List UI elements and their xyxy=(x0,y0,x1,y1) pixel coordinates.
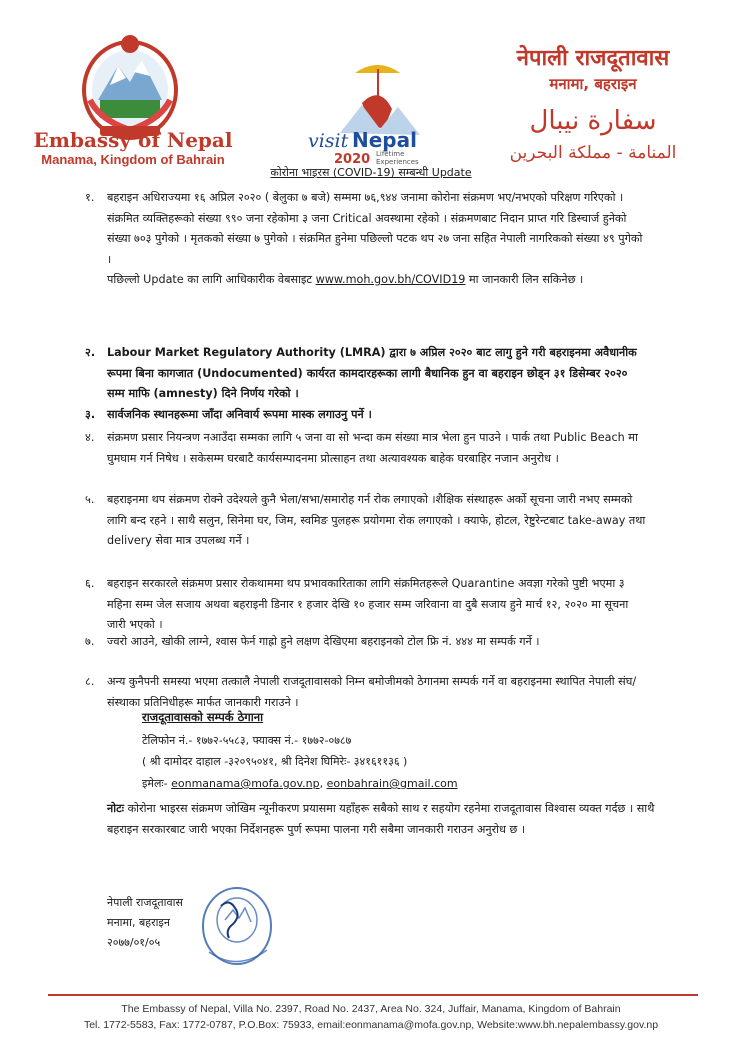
signature-line-1: नेपाली राजदूतावास xyxy=(107,896,183,909)
embassy-stamp xyxy=(195,880,280,978)
email-label: इमेलः- xyxy=(142,777,172,790)
item-number: ४. xyxy=(85,431,95,444)
signature-date: २०७७/०१/०५ xyxy=(107,936,161,949)
item-extra-post: मा जानकारी लिन सकिनेछ । xyxy=(465,273,584,286)
item-number: ३. xyxy=(85,408,96,421)
nepal-text: Nepal xyxy=(352,128,417,152)
subject-text: कोरोना भाइरस (COVID-19) सम्बन्धी Update xyxy=(270,166,472,179)
list-item xyxy=(85,574,647,636)
footer-contact: Tel. 1772-5583, Fax: 1772-0787, P.O.Box: 75933, email:eonmanama@mofa.gov.np, Website:www.bh.nepalembassy.gov.np xyxy=(83,1019,659,1031)
moh-link[interactable]: www.moh.gov.bh/COVID19 xyxy=(315,273,466,286)
list-item xyxy=(85,428,647,469)
email-link-1[interactable]: eonmanama@mofa.gov.np xyxy=(171,777,320,790)
item-extra xyxy=(107,270,647,291)
embassy-title-np: नेपाली राजदूतावास xyxy=(516,46,670,71)
email-separator: , xyxy=(319,777,327,790)
tagline-2: Experiences xyxy=(376,158,419,166)
document-subject xyxy=(0,165,742,180)
item-number: ६. xyxy=(85,577,95,590)
item-text: बहराइन सरकारले संक्रमण प्रसार रोकथाममा थप प्रभावकारिताका लागि संक्रमितहरूले Quarantine अवज्ञा गरेको पुष्टी भएमा ३ महिना सम्म जेल सजाय अथवा बहराइनी डिनार १ हजार देखि १० हजार सम्म जरिवाना वा दुबै सजाय हुने मार्च १२, २०२० मा सूचना जारी भएको । xyxy=(107,577,629,631)
item-text: सार्वजनिक स्थानहरूमा जाँदा अनिवार्य रूपमा मास्क लगाउनु पर्ने । xyxy=(107,408,372,421)
signature-line-2: मनामा, बहराइन xyxy=(107,916,170,929)
embassy-subtitle-en: Manama, Kingdom of Bahrain xyxy=(41,152,225,167)
item-text: संक्रमण प्रसार नियन्त्रण नआउँदा सम्मका लागि ५ जना वा सो भन्दा कम संख्या मात्र भेला हुन पाउने । पार्क तथा Public Beach मा घुमघाम गर्न निषेध । सकेसम्म घरबाटै कार्यसम्पादनमा प्रोत्साहन तथा अत्यावश्यक बाहेक घरबाहिर नजान अनुरोध । xyxy=(107,431,638,465)
list-item xyxy=(85,490,647,552)
item-number: ७. xyxy=(85,635,95,648)
list-item xyxy=(85,188,647,291)
item-text: बहराइनमा थप संक्रमण रोक्ने उदेश्यले कुनै भेला/सभा/समारोह गर्न रोक लगाएको ।शैक्षिक संस्थाहरू अर्को सूचना जारी नभए सम्मको लागि बन्द रहने । साथै सलुन, सिनेमा घर, जिम, स्वमिङ पुलहरू प्रयोगमा रोक लगाएको । क्याफे, होटल, रेष्टुरेन्टबाट take-away तथा delivery सेवा मात्र उपलब्ध गर्ने । xyxy=(107,493,646,547)
visit-text: visit xyxy=(308,130,349,152)
note-label: नोटः xyxy=(107,802,125,815)
item-number: १. xyxy=(85,191,95,204)
footer-address: The Embassy of Nepal, Villa No. 2397, Road No. 2437, Area No. 324, Juffair, Manama, Kingdom of Bahrain xyxy=(121,1003,621,1015)
item-text: अन्य कुनैपनी समस्या भएमा तत्कालै नेपाली राजदूतावासको निम्न बमोजीमको ठेगानमा सम्पर्क गर्ने वा बहराइनमा स्थापित नेपाली संघ/संस्थाका प्रतिनिधीहरू मार्फत जानकारी गराउने । xyxy=(107,675,637,709)
embassy-subtitle-np: मनामा, बहराइन xyxy=(549,75,637,93)
contact-persons: ( श्री दामोदर दाहाल -३२०९५०४१, श्री दिनेश घिमिरेः- ३४१६११३६ ) xyxy=(142,755,408,768)
item-text: ज्वरो आउने, खोकी लाग्ने, श्वास फेर्न गाह्रो हुने लक्षण देखिएमा बहराइनको टोल फ्रि नं. ४४४ मा सम्पर्क गर्ने । xyxy=(107,635,540,648)
note-paragraph xyxy=(107,798,667,840)
footer-divider xyxy=(48,994,698,996)
embassy-title-en: Embassy of Nepal xyxy=(33,128,233,152)
contact-heading: राजदूतावासको सम्पर्क ठेगाना xyxy=(142,710,264,724)
item-text: Labour Market Regulatory Authority (LMRA) द्वारा ७ अप्रिल २०२० बाट लागु हुने गरी बहराइनमा अवैधानीक रूपमा बिना कागजात (Undocumented) कार्यरत कामदारहरूका लागी बैधानिक हुन वा बहराइन छोड्न ३१ डिसेम्बर २०२० सम्म माफि (amnesty) दिने निर्णय गरेको । xyxy=(107,346,637,400)
item-number: २. xyxy=(85,346,96,359)
visit-nepal-2020-logo xyxy=(300,55,440,170)
embassy-subtitle-ar: المنامة - مملكة البحرين xyxy=(509,143,677,163)
list-item xyxy=(85,632,647,653)
contact-email-line xyxy=(142,776,458,791)
item-extra-pre: पछिल्लो Update का लागि आधिकारीक वेबसाइट xyxy=(107,273,316,286)
signature-block xyxy=(107,893,183,953)
note-text: कोरोना भाइरस संक्रमण जोखिम न्यूनीकरण प्रयासमा यहाँहरू सबैको साथ र सहयोग रहनेमा राजदूतावास विश्वास व्यक्त गर्दछ । साथै बहराइन सरकारबाट जारी भएका निर्देशनहरू पुर्ण रूपमा पालना गरी सबैमा जानकारी गराउन अनुरोध छ । xyxy=(107,802,655,836)
item-text: बहराइन अधिराज्यमा १६ अप्रिल २०२० ( बेलुका ७ बजे) सम्ममा ७६,९४४ जनामा कोरोना संक्रमण भए/नभएको परिक्षण गरिएको । संक्रमित व्यक्तिहरूको संख्या ९९० जना रहेकोमा ३ जना Critical अवस्थामा रहेको । संक्रमणबाट निदान प्राप्त गरि डिस्चार्ज हुनेको संख्या ७०३ पुगेको । मृतकको संख्या ७ पुगेको । संक्रमित हुनेमा पछिल्लो पटक थप २७ जना सहित नेपाली नागरिकको संख्या ४९ पुगेको । xyxy=(107,191,643,266)
item-number: ८. xyxy=(85,675,95,688)
item-number: ५. xyxy=(85,493,95,506)
list-item xyxy=(85,343,647,405)
list-item xyxy=(85,672,647,713)
list-item xyxy=(85,405,647,426)
tagline-1: Lifetime xyxy=(376,150,405,158)
email-link-2[interactable]: eonbahrain@gmail.com xyxy=(326,777,458,790)
contact-phone: टेलिफोन नं.- १७७२-५५८३, फ्याक्स नं.- १७७२-०७८७ xyxy=(142,734,352,747)
year-text: 2020 xyxy=(334,152,371,167)
embassy-title-ar: سفارة نيبال xyxy=(529,106,657,136)
